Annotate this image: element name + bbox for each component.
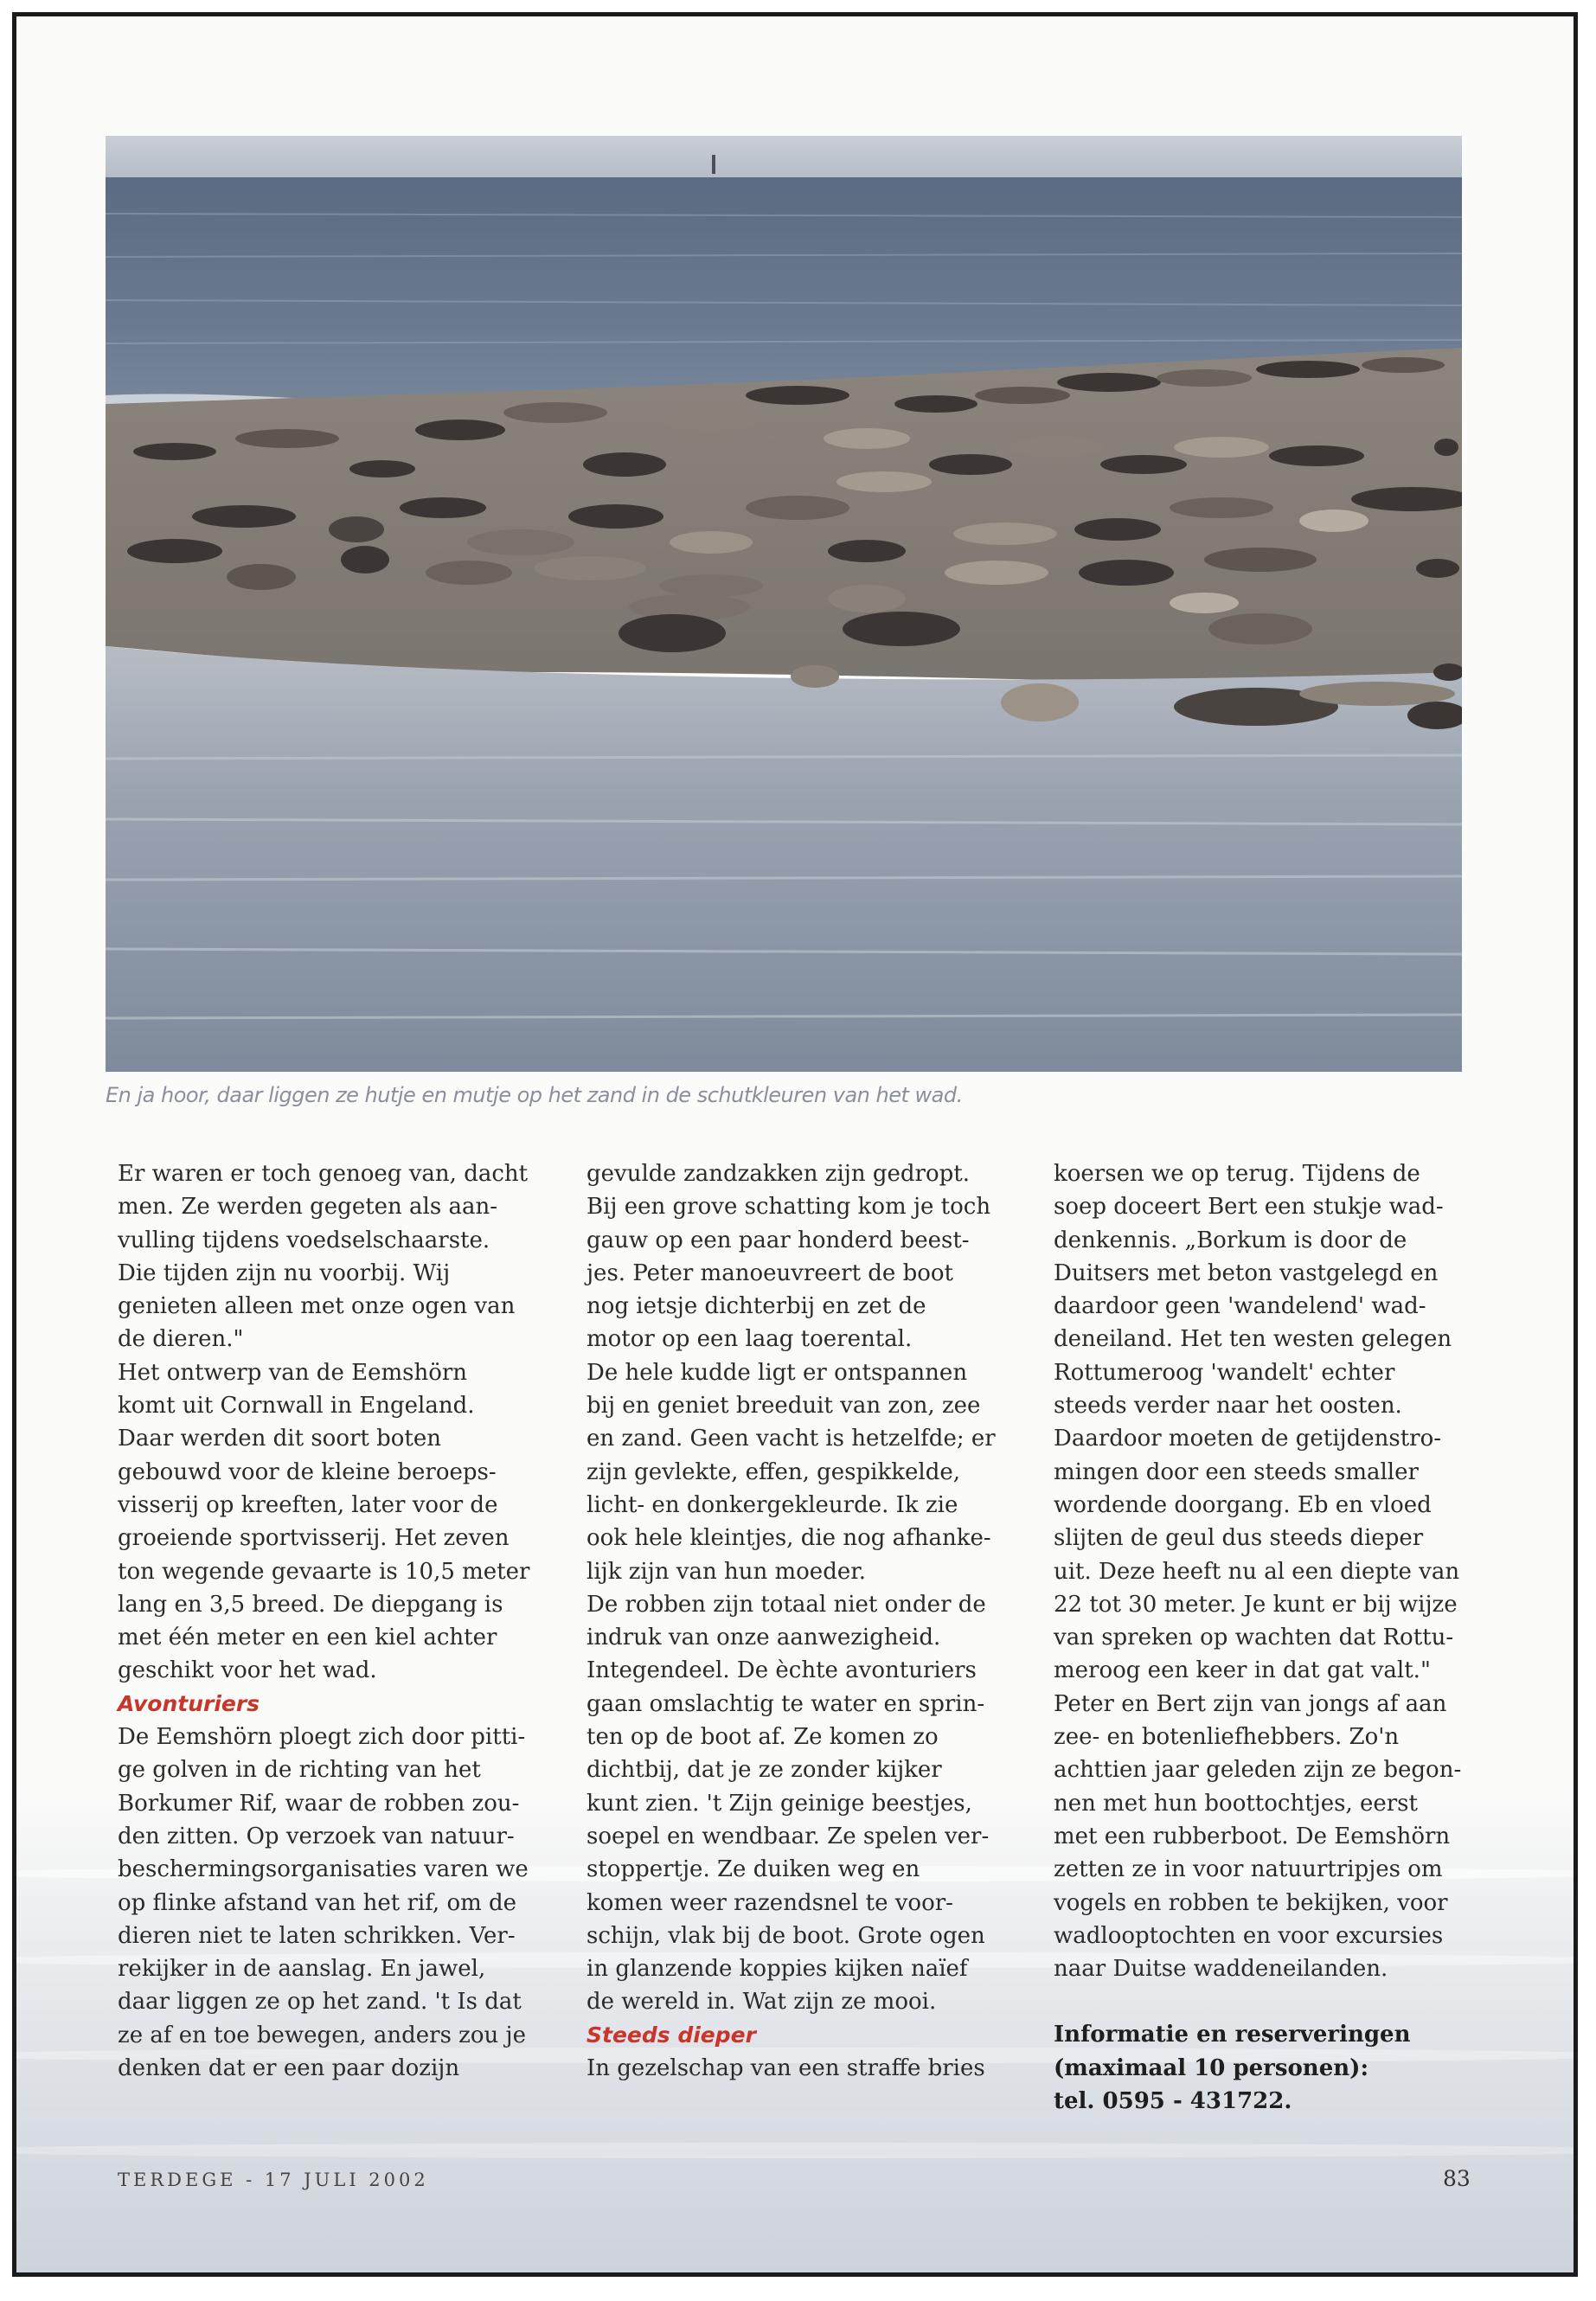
text-line: met een rubberboot. De Eemshörn [1054, 1823, 1451, 1849]
text-line: Daar werden dit soort boten [118, 1426, 441, 1452]
text-line: bij en geniet breeduit van zon, zee [586, 1393, 981, 1420]
text-line: soepel en wendbaar. Ze spelen ver- [586, 1823, 990, 1849]
footer-publication: TERDEGE - 17 JULI 2002 [118, 2170, 429, 2190]
text-line: Informatie en reserveringen [1054, 2022, 1411, 2048]
text-line: De Eemshörn ploegt zich door pitti- [118, 1724, 526, 1751]
text-line: de wereld in. Wat zijn ze mooi. [586, 1989, 937, 2016]
paragraph [118, 1721, 554, 2085]
text-line: lang en 3,5 breed. De diepgang is [118, 1591, 503, 1618]
text-line: vogels en robben te bekijken, voor [1054, 1889, 1448, 1916]
text-line: met één meter en een kiel achter [118, 1625, 497, 1651]
text-line: vulling tijdens voedselschaarste. [118, 1227, 490, 1253]
text-line: slijten de geul dus steeds dieper [1054, 1525, 1424, 1552]
text-line: rekijker in de aanslag. En jawel, [118, 1956, 486, 1983]
text-line: meroog een keer in dat gat valt." [1054, 1657, 1431, 1684]
text-line: daardoor geen 'wandelend' wad- [1054, 1293, 1426, 1320]
text-line: steeds verder naar het oosten. [1054, 1393, 1402, 1420]
text-line: motor op een laag toerental. [586, 1326, 913, 1353]
text-line: gebouwd voor de kleine beroeps- [118, 1458, 497, 1485]
text-line: soep doceert Bert een stukje wad- [1054, 1194, 1444, 1221]
text-line: zee- en botenliefhebbers. Zo'n [1054, 1724, 1400, 1751]
text-line: Bij een grove schatting kom je toch [586, 1194, 991, 1221]
text-line: van spreken op wachten dat Rottu- [1054, 1625, 1454, 1651]
text-line: geschikt voor het wad. [118, 1657, 377, 1684]
text-line: gaan omslachtig te water en sprin- [586, 1690, 985, 1717]
paragraph-gap [1054, 1985, 1490, 2018]
text-line: ge golven in de richting van het [118, 1757, 481, 1784]
paragraph [118, 1157, 554, 1688]
text-line: gevulde zandzakken zijn gedropt. [586, 1161, 970, 1187]
text-line: dieren niet te laten schrikken. Ver- [118, 1922, 516, 1949]
text-line: (maximaal 10 personen): [1054, 2054, 1369, 2081]
text-line: Duitsers met beton vastgelegd en [1054, 1259, 1439, 1286]
text-line: en zand. Geen vacht is hetzelfde; er [586, 1426, 996, 1452]
text-line: tel. 0595 - 431722. [1054, 2088, 1292, 2115]
text-line: beschermingsorganisaties varen we [118, 1856, 529, 1883]
text-line: De robben zijn totaal niet onder de [586, 1591, 986, 1618]
paragraph [586, 2052, 1023, 2085]
text-line: zetten ze in voor natuurtripjes om [1054, 1856, 1443, 1883]
text-line: Het ontwerp van de Eemshörn [118, 1359, 468, 1386]
text-line: schijn, vlak bij de boot. Grote ogen [586, 1922, 985, 1949]
photo-caption: En ja hoor, daar liggen ze hutje en mutje op het zand in de schutkleuren van het wad. [106, 1083, 963, 1107]
text-line: denkennis. „Borkum is door de [1054, 1227, 1407, 1253]
text-line: in glanzende koppies kijken naïef [586, 1956, 968, 1983]
text-line: ton wegende gevaarte is 10,5 meter [118, 1558, 530, 1585]
text-line: lijk zijn van hun moeder. [586, 1558, 867, 1585]
text-line: ook hele kleintjes, die nog afhanke- [586, 1525, 991, 1552]
text-line: Peter en Bert zijn van jongs af aan [1054, 1690, 1447, 1717]
section-heading: Avonturiers [118, 1690, 260, 1716]
text-line: deneiland. Het ten westen gelegen [1054, 1326, 1452, 1353]
text-line: gauw op een paar honderd beest- [586, 1227, 970, 1253]
text-line: zijn gevlekte, effen, gespikkelde, [586, 1458, 960, 1485]
contact-info [1054, 2018, 1490, 2118]
page-number: 83 [1443, 2166, 1471, 2191]
text-line: 22 tot 30 meter. Je kunt er bij wijze [1054, 1591, 1458, 1618]
text-line: ten op de boot af. Ze komen zo [586, 1724, 939, 1751]
seals-photo [106, 136, 1462, 1072]
text-line: Er waren er toch genoeg van, dacht [118, 1161, 529, 1187]
text-line: genieten alleen met onze ogen van [118, 1293, 516, 1320]
text-line: In gezelschap van een straffe bries [586, 2055, 985, 2082]
text-line: uit. Deze heeft nu al een diepte van [1054, 1558, 1460, 1585]
text-line: ze af en toe bewegen, anders zou je [118, 2022, 526, 2048]
text-line: kunt zien. 't Zijn geinige beestjes, [586, 1790, 972, 1817]
text-line: koersen we op terug. Tijdens de [1054, 1161, 1420, 1187]
text-line: wadlooptochten en voor excursies [1054, 1922, 1444, 1949]
article-column-2 [586, 1157, 1023, 2085]
text-line: op flinke afstand van het rif, om de [118, 1889, 517, 1916]
text-line: daar liggen ze op het zand. 't Is dat [118, 1989, 522, 2016]
text-line: Die tijden zijn nu voorbij. Wij [118, 1259, 451, 1286]
text-line: komt uit Cornwall in Engeland. [118, 1393, 475, 1420]
text-line: Borkumer Rif, waar de robben zou- [118, 1790, 520, 1817]
text-line: indruk van onze aanwezigheid. [586, 1625, 941, 1651]
text-line: dichtbij, dat je ze zonder kijker [586, 1757, 942, 1784]
text-line: men. Ze werden gegeten als aan- [118, 1194, 498, 1221]
text-line: denken dat er een paar dozijn [118, 2055, 460, 2082]
text-line: nog ietsje dichterbij en zet de [586, 1293, 926, 1320]
text-line: licht- en donkergekleurde. Ik zie [586, 1491, 958, 1518]
text-line: Daardoor moeten de getijdenstro- [1054, 1426, 1442, 1452]
section-heading: Steeds dieper [586, 2022, 756, 2048]
text-line: komen weer razendsnel te voor- [586, 1889, 953, 1916]
paragraph [1054, 1157, 1490, 1985]
article-column-3 [1054, 1157, 1490, 2118]
text-line: mingen door een steeds smaller [1054, 1458, 1419, 1485]
text-line: wordende doorgang. Eb en vloed [1054, 1491, 1432, 1518]
text-line: groeiende sportvisserij. Het zeven [118, 1525, 510, 1552]
text-line: visserij op kreeften, later voor de [118, 1491, 498, 1518]
article-column-1 [118, 1157, 554, 2085]
text-line: de dieren." [118, 1326, 244, 1353]
text-line: achttien jaar geleden zijn ze begon- [1054, 1757, 1462, 1784]
text-line: Integendeel. De èchte avonturiers [586, 1657, 977, 1684]
text-line: Rottumeroog 'wandelt' echter [1054, 1359, 1395, 1386]
text-line: den zitten. Op verzoek van natuur- [118, 1823, 515, 1849]
text-line: stoppertje. Ze duiken weg en [586, 1856, 920, 1883]
text-line: naar Duitse waddeneilanden. [1054, 1956, 1388, 1983]
text-line: nen met hun boottochtjes, eerst [1054, 1790, 1418, 1817]
text-line: De hele kudde ligt er ontspannen [586, 1359, 968, 1386]
text-line: jes. Peter manoeuvreert de boot [586, 1259, 953, 1286]
paragraph [586, 1157, 1023, 2019]
